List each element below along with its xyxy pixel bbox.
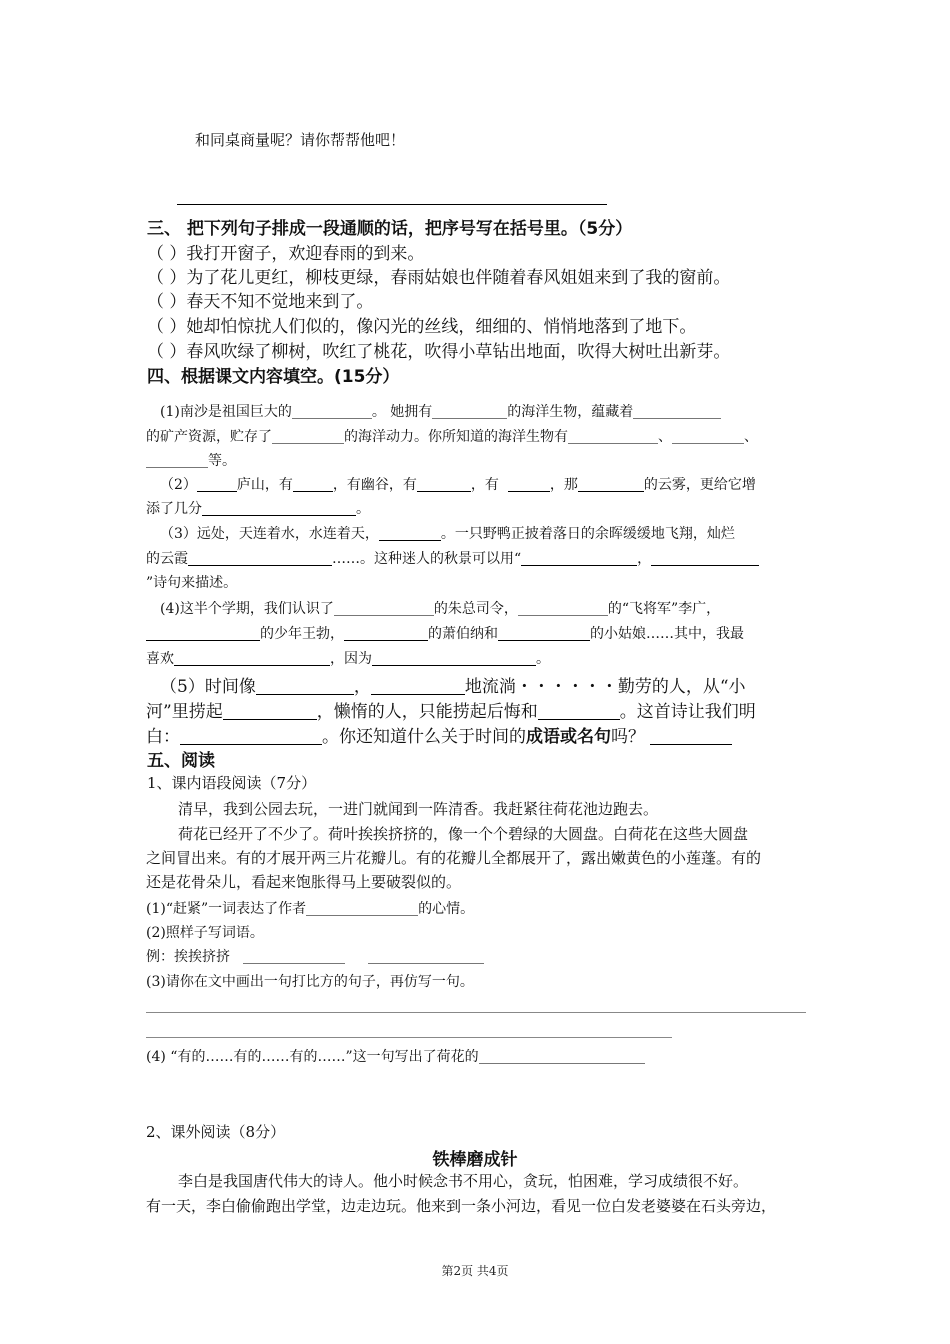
- fill-blank[interactable]: [379, 526, 441, 541]
- fill-blank[interactable]: [633, 404, 721, 419]
- bracket[interactable]: （ ）: [147, 268, 187, 288]
- story-line2: 有一天，李白偷偷跑出学堂，边走边玩。他来到一条小河边，看见一位白发老婆婆在石头旁边，: [146, 1197, 777, 1215]
- q5-line1: （5）时间像 ， 地流淌・・・・・・勤劳的人，从“小: [160, 677, 746, 697]
- reading1-para1: 清早，我到公园去玩，一进门就闻到一阵清香。我赶紧往荷花池边跑去。: [178, 800, 659, 818]
- fill-blank[interactable]: [243, 949, 345, 964]
- q2-line1: （2） 庐山，有 ，有幽谷，有 ，有 ，那 的云雾，更给它增: [160, 477, 756, 493]
- fill-blank[interactable]: [197, 477, 237, 492]
- fill-blank[interactable]: [293, 477, 333, 492]
- fill-blank[interactable]: [568, 429, 658, 444]
- section5-heading: 五、阅读: [147, 751, 215, 771]
- q4-line1: (4)这半个学期，我们认识了 的朱总司令， 的“飞将军”李广，: [160, 601, 721, 617]
- q4-line2: 的少年王勃， 的萧伯纳和 的小姑娘……其中，我最: [146, 623, 744, 643]
- q5-line2: 河”里捞起 ，懒惰的人，只能捞起后悔和 。这首诗让我们明: [146, 702, 756, 722]
- fill-blank[interactable]: [368, 949, 484, 964]
- story-title: 铁棒磨成针: [432, 1150, 518, 1170]
- sentence-text: 她却怕惊扰人们似的，像闪光的丝线，细细的、悄悄地落到了地下。: [186, 317, 697, 337]
- fill-blank[interactable]: [202, 501, 356, 516]
- sentence-text: 春天不知不觉地来到了。: [186, 292, 374, 312]
- reading1-q3: (3)请你在文中画出一句打比方的句子，再仿写一句。: [146, 974, 474, 990]
- answer-line[interactable]: [146, 1012, 806, 1013]
- fill-blank[interactable]: [672, 429, 744, 444]
- reading1-q4: (4) “有的……有的……有的……”这一句写出了荷花的: [146, 1046, 645, 1066]
- fill-blank[interactable]: [146, 453, 208, 468]
- fill-blank[interactable]: [651, 551, 759, 566]
- section4-heading: 四、根据课文内容填空。(15分）: [147, 367, 400, 387]
- q1-line3: 等。: [146, 450, 236, 470]
- reading1-q1: (1)“赶紧”一词表达了作者 的心情。: [146, 901, 475, 917]
- fill-blank[interactable]: [372, 651, 536, 666]
- sentence-item-1[interactable]: [147, 239, 424, 264]
- answer-line[interactable]: [146, 1037, 672, 1038]
- fill-blank[interactable]: [174, 651, 330, 666]
- fill-blank[interactable]: [479, 1049, 645, 1064]
- fill-blank[interactable]: [146, 626, 260, 641]
- fill-blank[interactable]: [180, 727, 322, 745]
- fill-blank[interactable]: [344, 626, 428, 641]
- prev-question-tail: 和同桌商量呢？请你帮帮他吧！: [195, 131, 406, 149]
- q1-line1: (1)南沙是祖国巨大的 。 她拥有 的海洋生物，蕴藏着: [160, 401, 721, 421]
- q4-line3: 喜欢 ，因为 。: [146, 651, 550, 667]
- fill-blank[interactable]: [538, 702, 620, 720]
- q3-line2: 的云霞 ……。这种迷人的秋景可以用“ ，: [146, 548, 759, 568]
- fill-blank[interactable]: [508, 477, 550, 492]
- q3-line1: （3）远处，天连着水，水连着天， 。一只野鸭正披着落日的余晖缓缓地飞翔，灿烂: [160, 526, 735, 542]
- fill-blank[interactable]: [306, 901, 418, 916]
- bracket[interactable]: （ ）: [147, 342, 187, 362]
- story-line1: 李白是我国唐代伟大的诗人。他小时候念书不用心，贪玩，怕困难，学习成绩很不好。: [178, 1172, 749, 1190]
- page-number: 第2页 共4页: [441, 1264, 509, 1278]
- reading1-title: 1、课内语段阅读（7分）: [147, 774, 317, 792]
- sentence-text: 我打开窗子，欢迎春雨的到来。: [186, 244, 425, 264]
- reading1-q2-example: 例：挨挨挤挤: [146, 946, 484, 966]
- q1-line2: 的矿产资源，贮存了 的海洋动力。你所知道的海洋生物有 、 、: [146, 429, 758, 445]
- fill-blank[interactable]: [272, 429, 344, 444]
- section3-heading: 三、 把下列句子排成一段通顺的话，把序号写在括号里。（5分）: [147, 219, 633, 239]
- q2-line2: 添了几分 。: [146, 501, 370, 517]
- fill-blank[interactable]: [292, 404, 372, 419]
- bracket[interactable]: （ ）: [147, 317, 187, 337]
- q3-line3: ”诗句来描述。: [146, 575, 238, 591]
- sentence-item-2[interactable]: [147, 263, 730, 288]
- fill-blank[interactable]: [521, 551, 637, 566]
- fill-blank[interactable]: [371, 677, 465, 695]
- sentence-text: 为了花儿更红，柳枝更绿，春雨姑娘也伴随着春风姐姐来到了我的窗前。: [186, 268, 731, 288]
- fill-blank[interactable]: [578, 477, 644, 492]
- q5-line3: 白： 。你还知道什么关于时间的成语或名句吗？: [146, 722, 732, 747]
- reading2-title: 2、课外阅读（8分）: [146, 1123, 286, 1141]
- reading1-para2-line2: 之间冒出来。有的才展开两三片花瓣儿。有的花瓣儿全都展开了，露出嫩黄色的小莲蓬。有的: [146, 849, 762, 867]
- fill-blank[interactable]: [650, 727, 732, 745]
- fill-blank[interactable]: [334, 601, 434, 616]
- fill-blank[interactable]: [417, 477, 471, 492]
- bracket[interactable]: （ ）: [147, 244, 187, 264]
- reading1-q2: (2)照样子写词语。: [146, 925, 264, 941]
- bracket[interactable]: （ ）: [147, 292, 187, 312]
- sentence-item-3[interactable]: [147, 287, 373, 312]
- fill-blank[interactable]: [188, 551, 332, 566]
- sentence-item-5[interactable]: [147, 337, 730, 362]
- sentence-text: 春风吹绿了柳树，吹红了桃花，吹得小草钻出地面，吹得大树吐出新芽。: [186, 342, 731, 362]
- fill-blank[interactable]: [223, 702, 317, 720]
- fill-blank[interactable]: [498, 626, 590, 641]
- answer-line[interactable]: [177, 204, 607, 205]
- fill-blank[interactable]: [256, 677, 354, 695]
- fill-blank[interactable]: [432, 404, 507, 419]
- reading1-para2-line3: 还是花骨朵儿，看起来饱胀得马上要破裂似的。: [146, 873, 462, 891]
- reading1-para2-line1: 荷花已经开了不少了。荷叶挨挨挤挤的，像一个个碧绿的大圆盘。白荷花在这些大圆盘: [178, 825, 749, 843]
- fill-blank[interactable]: [518, 601, 608, 616]
- sentence-item-4[interactable]: [147, 312, 696, 337]
